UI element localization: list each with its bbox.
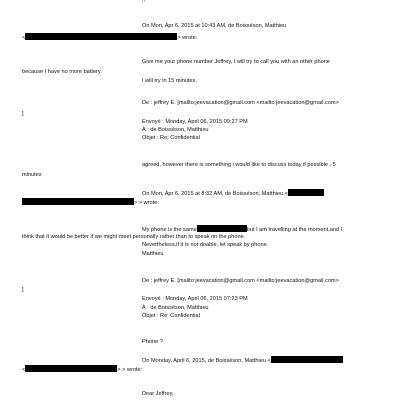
- wrote-suffix: > > wrote:: [134, 200, 159, 206]
- redacted-email-line: [22, 198, 159, 206]
- sent-line: Envoyé : Monday, April 06, 2015 07:23 PM: [142, 296, 248, 302]
- from-line: De : jeffrey E. [mailto:jeevacation@gmail.com <mailto:jeevacation@gmail.com>: [142, 100, 339, 106]
- bracket-prefix: <: [22, 367, 26, 373]
- redacted-email-line: < > wrote:: [22, 35, 198, 41]
- wrote-suffix: > wrote:: [177, 35, 198, 41]
- greeting-line: Dear Jeffrey,: [142, 391, 174, 397]
- reply-header-line: On Mon, Apr 6, 2015 at 10:43 AM, de Boisséson, Matthieu: [142, 23, 287, 29]
- redaction-bar: [25, 33, 177, 40]
- message-text-line: Nevertheless,if it is not doable, let speak by phone.: [142, 242, 269, 248]
- reply-header-text: On Mon, Apr 6, 2015 at 8:32 AM, de Boisséson, Matthieu <: [142, 191, 288, 197]
- to-line: À : de Boisséson, Matthieu: [142, 305, 209, 311]
- wrote-suffix: > > wrote:: [117, 367, 143, 373]
- message-text-line: Phone ?: [142, 339, 163, 345]
- message-text-line: [142, 225, 342, 233]
- redaction-bar: [271, 356, 343, 363]
- message-text-line: because I have no more battery.: [22, 69, 102, 75]
- to-line: À : de Boisséson, Matthieu: [142, 127, 209, 133]
- message-text-line: I will try in 15 minutes.: [142, 78, 198, 84]
- sent-line: Envoyé : Monday, April 06, 2015 09:27 PM: [142, 119, 248, 125]
- subject-line: Objet : Re: Confidential: [142, 313, 200, 319]
- closing-bracket: ]: [22, 287, 24, 293]
- message-text-line: agreed, however there is something i would like to discuss today if possible , 5: [142, 162, 336, 168]
- from-line: De : jeffrey E. [mailto:jeevacation@gmail.com <mailto:jeevacation@gmail.com>: [142, 278, 339, 284]
- redacted-email-line: [22, 365, 142, 373]
- message-text-fragment: My phone is the same: [142, 227, 197, 233]
- reply-header-line: [142, 356, 343, 364]
- signature-name: Matthieu: [142, 251, 164, 257]
- redaction-bar: [197, 225, 247, 232]
- closing-bracket: ]: [22, 111, 24, 117]
- reply-header-text: On Monday, April 6, 2015, de Boisséson, Matthieu <: [142, 358, 271, 364]
- message-text-fragment: but I am travelling at the moment,and I: [246, 227, 343, 233]
- top-fragment: ,,: [142, 0, 146, 3]
- message-text-line: minutes: [22, 172, 42, 178]
- redaction-bar: [288, 189, 324, 196]
- subject-line: Objet : Re: Confidential: [142, 135, 200, 141]
- redaction-bar: [25, 365, 117, 372]
- message-text-line: Give me your phone number Jeffrey, I will try to call you with an other phone: [142, 59, 330, 65]
- message-text-line: think that it would be better if we might meet personally rather than to speak on the phone.: [22, 234, 246, 240]
- redaction-bar: [22, 198, 134, 205]
- reply-header-line: [142, 189, 324, 197]
